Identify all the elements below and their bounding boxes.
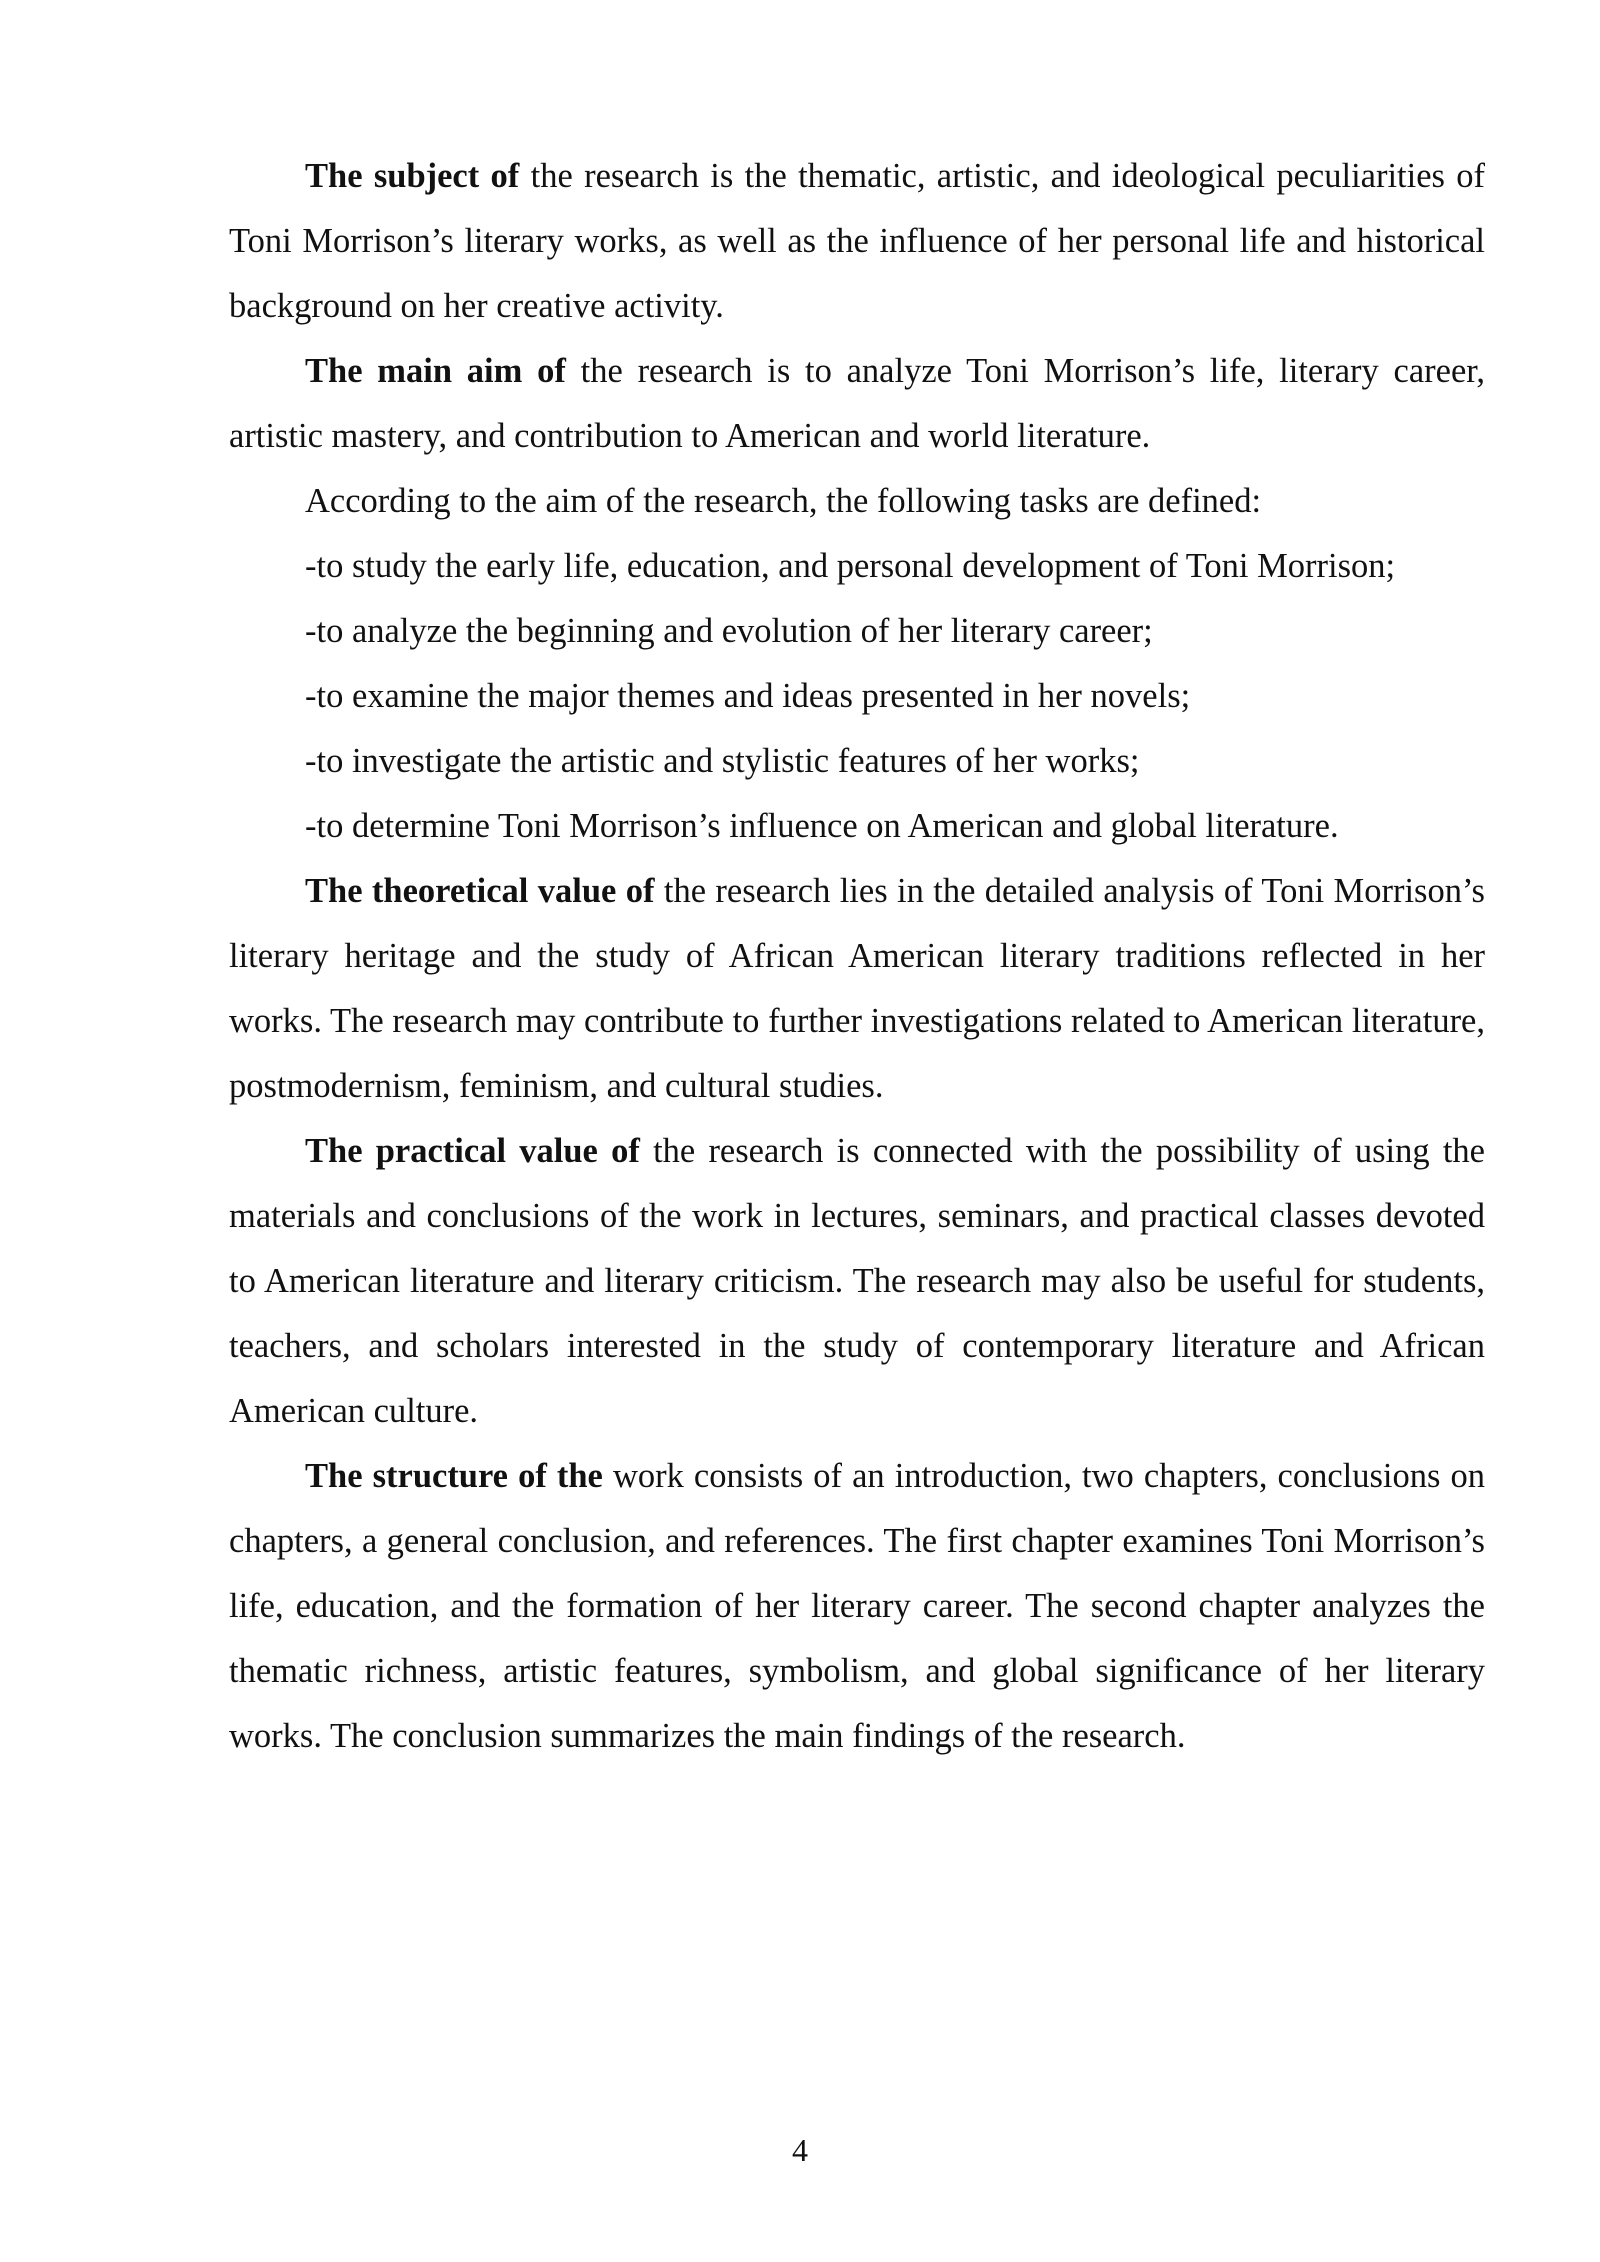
paragraph-main-aim bbox=[229, 339, 1485, 469]
subject-text: the research is the thematic, artistic, and ideological peculiarities of Toni Morrison’s literary works, as well as the influence of her personal life and historical background on her creative activity. bbox=[229, 157, 1486, 325]
task-item-text: -to study the early life, education, and personal development of Toni Morrison; bbox=[305, 547, 1396, 585]
tasks-intro-text: According to the aim of the research, the following tasks are defined: bbox=[305, 482, 1262, 520]
task-item bbox=[229, 599, 1485, 664]
paragraph-theoretical-value bbox=[229, 859, 1485, 1119]
practical-value-text: the research is connected with the possibility of using the materials and conclusions of the work in lectures, seminars, and practical classes devoted to American literature and literary criticism. The research may also be useful for students, teachers, and scholars interested in the study of contemporary literature and African American culture. bbox=[229, 1132, 1485, 1430]
task-item-text: -to determine Toni Morrison’s influence on American and global literature. bbox=[305, 807, 1339, 845]
task-item bbox=[229, 729, 1485, 794]
structure-text: work consists of an introduction, two chapters, conclusions on chapters, a general conclusion, and references. The first chapter examines Toni Morrison’s life, education, and the formation of her literary career. The second chapter analyzes the thematic richness, artistic features, symbolism, and global significance of her literary works. The conclusion summarizes the main findings of the research. bbox=[229, 1457, 1485, 1755]
main-aim-text: the research is to analyze Toni Morrison’s life, literary career, artistic mastery, and contribution to American and world literature. bbox=[229, 352, 1486, 455]
paragraph-tasks-intro bbox=[229, 469, 1485, 534]
theoretical-value-heading: The theoretical value of bbox=[305, 872, 655, 910]
document-body bbox=[229, 144, 1485, 1769]
page-number: 4 bbox=[792, 2132, 808, 2168]
paragraph-structure bbox=[229, 1444, 1485, 1769]
task-item-text: -to investigate the artistic and stylistic features of her works; bbox=[305, 742, 1140, 780]
task-item-text: -to examine the major themes and ideas presented in her novels; bbox=[305, 677, 1191, 715]
practical-value-heading: The practical value of bbox=[305, 1132, 640, 1170]
theoretical-value-text: the research lies in the detailed analysis of Toni Morrison’s literary heritage and the study of African American literary traditions reflected in her works. The research may contribute to further investigations related to American literature, postmodernism, feminism, and cultural studies. bbox=[229, 872, 1485, 1105]
main-aim-heading: The main aim of bbox=[305, 352, 566, 390]
paragraph-practical-value bbox=[229, 1119, 1485, 1444]
task-item bbox=[229, 534, 1485, 599]
paragraph-subject bbox=[229, 144, 1485, 339]
task-item bbox=[229, 794, 1485, 859]
subject-heading: The subject of bbox=[305, 157, 520, 195]
structure-heading: The structure of the bbox=[305, 1457, 603, 1495]
task-item bbox=[229, 664, 1485, 729]
task-item-text: -to analyze the beginning and evolution of her literary career; bbox=[305, 612, 1153, 650]
